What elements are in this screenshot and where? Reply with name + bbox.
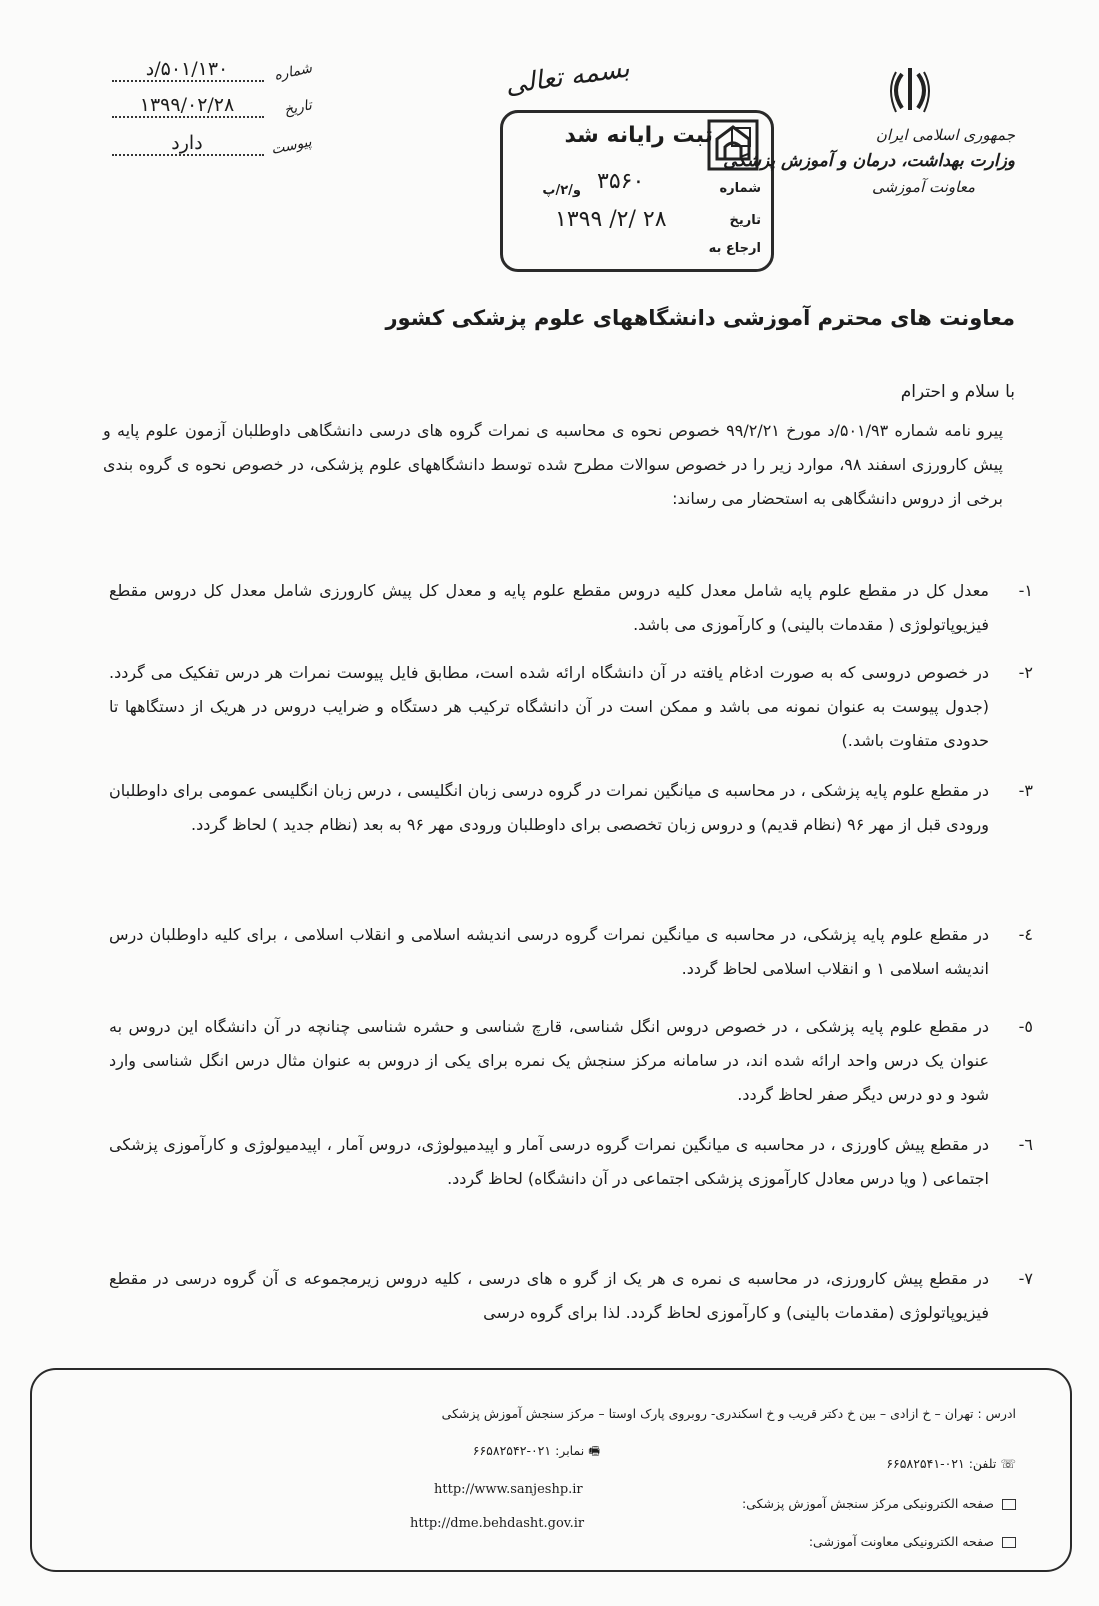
- footer-fax-text: نمابر: ۰۲۱-۶۶۵۸۲۵۴۲: [472, 1443, 585, 1458]
- list-item-number: ۱-: [1018, 581, 1033, 600]
- footer-fax: [473, 1442, 600, 1463]
- list-item-number: ۷-: [1018, 1269, 1033, 1288]
- list-item: [109, 774, 1033, 842]
- stamp-date-value: ۱۳۹۹ /۲/ ۲۸: [555, 207, 667, 232]
- ministry-header: [723, 122, 1015, 200]
- stamp-date-label: تاریخ: [729, 213, 761, 228]
- dotted-line: [112, 154, 264, 156]
- letter-date-label: تاریخ: [282, 97, 314, 119]
- list-item: [109, 656, 1033, 758]
- letter-date-value: ۱۳۹۹/۰۲/۲۸: [139, 94, 235, 116]
- list-item-number: ٤-: [1018, 925, 1033, 944]
- list-item-text: در خصوص دروسی که به صورت ادغام یافته در آن دانشگاه ارائه شده است، مطابق فایل پیوست نمرات هر درس تفکیک می گردد.(جدول پیوست به عنوان نمونه می باشد و ممکن است در آن دانشگاه ترکیب هر دستگاه و ضرایب دروس در هریک از دستگاهها تا حدودی متفاوت باشد.): [109, 663, 989, 750]
- stamp-number-label: شماره: [719, 181, 761, 196]
- letter-number-label: شماره: [272, 60, 314, 84]
- list-item-number: ۳-: [1018, 781, 1033, 800]
- footer-site1-url[interactable]: http://www.sanjeshp.ir: [434, 1482, 583, 1497]
- footer-phone-text: تلفن: ۰۲۱-۶۶۵۸۲۵۴۱: [886, 1456, 997, 1471]
- list-item: [109, 1262, 1033, 1330]
- footer-phone: [886, 1456, 1016, 1471]
- letter-attachment-field: [112, 132, 312, 158]
- envelope-icon: [1002, 1499, 1016, 1510]
- letter-number-field: [112, 58, 312, 84]
- intro-paragraph: پیرو نامه شماره ۵۰۱/۹۳/د مورخ ۹۹/۲/۲۱ خصوص نحوه ی محاسبه ی نمرات گروه های درسی دانشگاهی داوطلبان آزمون علوم پایه و پیش کارورزی اسفند ۹۸، موارد زیر را در خصوص سوالات مطرح شده توسط دانشگاههای علوم پزشکی، در خصوص نحوه ی گروه بندی برخی از دروس دانشگاهی به استحضار می رساند:: [103, 421, 1004, 508]
- stamp-number-value: ۳۵۶۰: [597, 169, 645, 194]
- stamp-number-suffix: و/۲/پ: [542, 183, 581, 198]
- list-item-text: معدل کل در مقطع علوم پایه شامل معدل کلیه دروس مقطع علوم پایه و معدل کل پیش کارورزی شامل معدل کل دروس مقطع فیزیوپاتولوژی ( مقدمات بالینی) و کارآموزی می باشد.: [109, 581, 989, 634]
- footer-site2-label: [809, 1534, 1016, 1549]
- list-item-number: ٦-: [1018, 1135, 1033, 1154]
- bismillah-heading: بسمه تعالی: [503, 53, 632, 101]
- fax-icon: 🖷: [588, 1443, 600, 1458]
- list-item: [109, 918, 1033, 986]
- letter-attachment-label: پیوست: [269, 133, 314, 159]
- ministry-line-2: وزارت بهداشت، درمان و آموزش پزشکی: [723, 151, 1015, 171]
- letter-heading: معاونت های محترم آموزشی دانشگاههای علوم پزشکی کشور: [385, 306, 1015, 330]
- list-item-number: ٥-: [1018, 1017, 1033, 1036]
- letter-attachment-value: دارد: [171, 132, 203, 154]
- list-item-text: در مقطع علوم پایه پزشکی، در محاسبه ی میانگین نمرات گروه درسی اندیشه اسلامی و انقلاب اسلامی ، برای کلیه داوطلبان درس اندیشه اسلامی ۱ و انقلاب اسلامی لحاظ گردد.: [109, 925, 989, 978]
- ministry-line-3: معاونت آموزشی: [871, 178, 975, 196]
- envelope-icon: [1002, 1537, 1016, 1548]
- list-item: [109, 1128, 1033, 1196]
- list-item-text: در مقطع علوم پایه پزشکی ، در محاسبه ی میانگین نمرات در گروه درسی زبان انگلیسی ، درس زبان انگلیسی عمومی برای داوطلبان ورودی قبل از مهر ۹۶ (نظام قدیم) و دروس زبان تخصصی برای داوطلبان ورودی مهر ۹۶ به بعد (نظام جدید ) لحاظ گردد.: [109, 781, 989, 834]
- list-item-text: در مقطع علوم پایه پزشکی ، در خصوص دروس انگل شناسی، قارچ شناسی و حشره شناسی چنانچه در آن دانشگاه این دروس به عنوان یک درس واحد ارائه شده اند، در سامانه مرکز سنجش یک نمره برای یکی از دروس به عنوان مثال درس انگل شناسی وارد شود و دو درس دیگر صفر لحاظ گردد.: [109, 1017, 989, 1104]
- iran-emblem-icon: [884, 64, 936, 120]
- letter-greeting: با سلام و احترام: [900, 382, 1015, 402]
- footer-contact-box: [30, 1368, 1072, 1572]
- stamp-referral-label: ارجاع به: [708, 241, 761, 256]
- footer-address: ادرس : تهران – خ ازادی – بین خ دکتر قریب و خ اسکندری- روبروی پارک اوستا – مرکز سنجش آموزش پزشکی: [441, 1406, 1016, 1421]
- footer-site2-url[interactable]: http://dme.behdasht.gov.ir: [410, 1516, 585, 1531]
- list-item-text: در مقطع پیش کاورزی ، در محاسبه ی میانگین نمرات گروه درسی آمار و اپیدمیولوژی، دروس آمار ، اپیدمیولوژی و کارآموزی پزشکی اجتماعی ( ویا درس معادل کارآموزی پزشکی اجتماعی در آن دانشگاه) لحاظ گردد.: [109, 1135, 989, 1188]
- stamp-title: ثبت رایانه شد: [564, 123, 713, 148]
- dotted-line: [112, 116, 264, 118]
- list-item: [109, 574, 1033, 642]
- list-item-number: ۲-: [1018, 663, 1033, 682]
- list-item-text: در مقطع پیش کارورزی، در محاسبه ی نمره ی هر یک از گرو ه های درسی ، کلیه دروس زیرمجموعه ی آن گروه درسی در مقطع فیزیوپاتولوژی (مقدمات بالینی) و کارآموزی لحاظ گردد. لذا برای گروه درسی: [109, 1269, 989, 1322]
- footer-site2-label-text: صفحه الکترونیکی معاونت آموزشی:: [808, 1534, 995, 1549]
- ministry-line-1: جمهوری اسلامی ایران: [875, 126, 1015, 144]
- letter-date-field: [112, 94, 312, 120]
- phone-icon: ☏: [1000, 1456, 1016, 1471]
- footer-site1-label: [742, 1496, 1016, 1511]
- list-item: [109, 1010, 1033, 1112]
- footer-site1-label-text: صفحه الکترونیکی مرکز سنجش آموزش پزشکی:: [741, 1496, 995, 1511]
- letter-number-value: ۵۰۱/۱۳۰/د: [145, 58, 229, 80]
- dotted-line: [112, 80, 264, 82]
